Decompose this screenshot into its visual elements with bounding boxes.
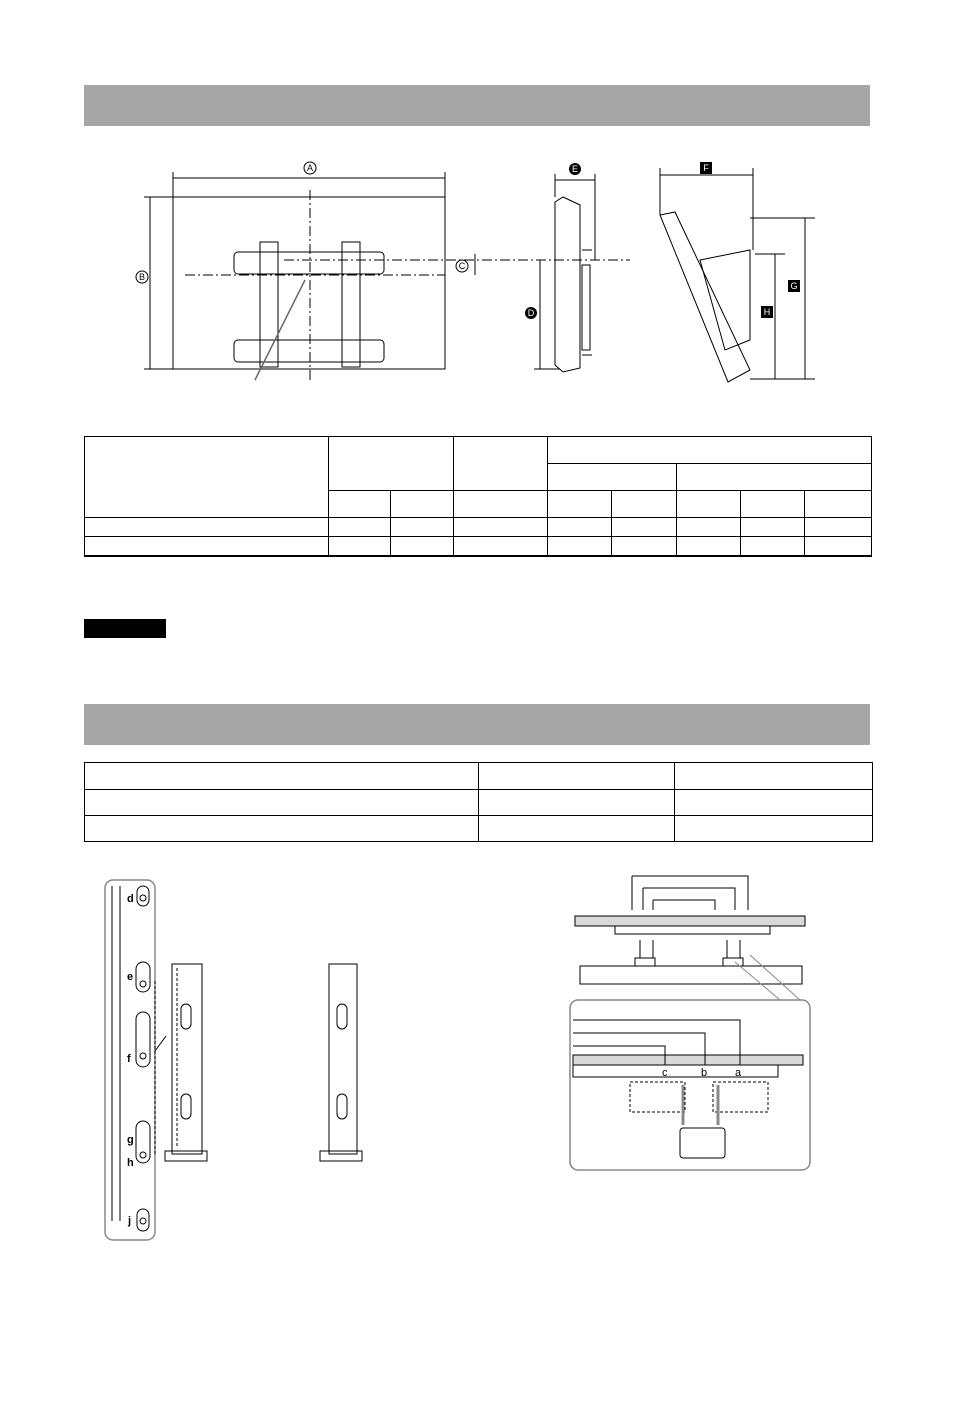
table-row <box>85 537 872 557</box>
table-row <box>85 816 873 842</box>
table-header-cell <box>329 437 454 491</box>
hole-label-c: c <box>662 1067 668 1079</box>
slot-label-d: d <box>127 893 134 905</box>
table-row <box>85 518 872 537</box>
rail-callout-frame <box>570 1000 810 1170</box>
marker-g: G <box>790 281 798 291</box>
table-header-cell <box>85 437 329 518</box>
tv-front-outline <box>173 197 445 369</box>
table-row <box>85 790 873 816</box>
hole-label-b: b <box>701 1067 708 1079</box>
wall-panel-top <box>575 916 805 926</box>
table-header-cell <box>548 464 677 491</box>
marker-h: H <box>763 307 771 317</box>
marker-f: F <box>703 163 709 173</box>
note-label <box>84 619 166 638</box>
slot-label-f: f <box>127 1053 131 1065</box>
bracket-right <box>342 242 360 367</box>
dimensions-table <box>84 436 872 557</box>
marker-a: A <box>306 163 314 173</box>
slot-label-e: e <box>127 971 134 983</box>
table-header-cell <box>454 437 548 491</box>
bracket-hook <box>680 1128 725 1158</box>
hole-label-a: a <box>735 1067 742 1079</box>
wall-panel-detail <box>573 1055 803 1065</box>
tv-tilted-profile <box>660 212 750 382</box>
marker-e: E <box>571 164 579 174</box>
marker-c: C <box>458 261 466 271</box>
section-header-band-1 <box>84 85 870 126</box>
bracket-detail-diagram <box>100 876 380 1246</box>
slot-label-j: j <box>128 1215 132 1227</box>
section-header-band-2 <box>84 704 870 745</box>
marker-d: D <box>527 308 535 318</box>
slot-label-h: h <box>127 1157 134 1169</box>
marker-b: B <box>138 272 146 282</box>
table-header-cell <box>677 464 872 491</box>
slot-label-g: g <box>127 1134 134 1146</box>
rail-detail-diagram <box>565 870 815 1175</box>
dimension-diagram <box>130 150 830 390</box>
bracket-table <box>84 762 873 842</box>
bracket-left <box>260 242 278 367</box>
mounting-rail <box>580 966 802 984</box>
table-header-cell <box>548 437 872 464</box>
tv-side-profile <box>555 197 580 372</box>
